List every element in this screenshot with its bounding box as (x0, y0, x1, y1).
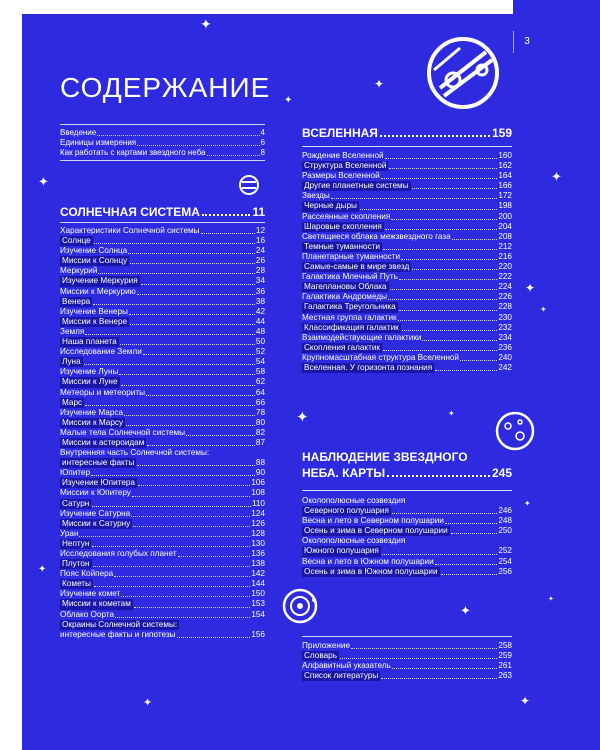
toc-entry[interactable]: Уран 128 (60, 528, 265, 538)
toc-entry[interactable]: Скопления галактик 236 (304, 342, 512, 352)
divider (302, 636, 512, 637)
toc-entry[interactable]: Местная группа галактик 230 (302, 312, 512, 322)
toc-entry[interactable]: Рассеянные скопления 200 (302, 211, 512, 221)
toc-entry[interactable]: Кометы 144 (62, 579, 265, 589)
toc-entry[interactable]: Земля 48 (60, 326, 265, 336)
solar-system-list (60, 226, 265, 640)
toc-entry[interactable]: Рождение Вселенной 160 (302, 151, 512, 160)
toc-entry[interactable]: Алфавитный указатель 261 (302, 661, 512, 671)
toc-entry[interactable]: Осень и зима в Южном полушарии 256 (304, 566, 512, 576)
toc-entry[interactable]: Изучение Меркурия 34 (62, 276, 265, 286)
toc-entry[interactable]: Венера 38 (62, 296, 265, 306)
planet-rings-icon (420, 30, 506, 116)
toc-entry[interactable]: Солнце 16 (62, 236, 265, 246)
star-icon: ✦ (38, 564, 47, 575)
toc-entry[interactable]: Околополюсные созвездия (302, 536, 406, 546)
toc-entry[interactable]: Нептун 130 (62, 538, 265, 548)
toc-entry[interactable]: Классификация галактик 232 (304, 322, 512, 332)
star-icon: ✦ (284, 95, 293, 106)
toc-entry[interactable]: Марс 66 (62, 397, 265, 407)
toc-entry[interactable]: Сатурн 110 (62, 498, 265, 508)
star-icon: ✦ (143, 697, 153, 709)
toc-entry[interactable]: Крупномасштабная структура Вселенной 240 (302, 352, 512, 362)
star-icon: ✦ (548, 596, 554, 603)
divider (60, 124, 265, 125)
small-planet-icon (238, 174, 260, 196)
toc-entry[interactable]: Темные туманности 212 (304, 241, 512, 251)
moon-icon (494, 410, 536, 452)
toc-entry[interactable]: Меркурий 28 (60, 266, 265, 276)
toc-entry[interactable]: Весна и лето в Северном полушарии 248 (302, 516, 512, 526)
toc-entry[interactable]: Окраины Солнечной системы: (62, 619, 178, 629)
star-icon: ✦ (524, 499, 531, 508)
divider (60, 160, 265, 161)
toc-entry[interactable]: Южного полушария 252 (304, 546, 512, 556)
toc-entry[interactable]: Светящиеся облака межзвездного газа 208 (302, 231, 512, 241)
appendix-list (302, 641, 512, 681)
toc-entry[interactable]: Список литературы 263 (304, 671, 512, 681)
right-margin (513, 0, 600, 750)
toc-entry[interactable]: Околополюсные созвездия (302, 496, 406, 505)
toc-entry[interactable]: Облако Оорта 154 (60, 609, 265, 619)
toc-entry[interactable]: Структура Вселенной 162 (304, 161, 512, 171)
star-icon: ✦ (520, 694, 531, 708)
star-icon: ✦ (200, 16, 212, 32)
toc-entry[interactable]: Миссии к астероидам 87 (62, 437, 265, 447)
toc-entry[interactable]: Единицы измерения 6 (60, 138, 265, 148)
star-icon: ✦ (460, 603, 471, 618)
solar-system-section (60, 204, 265, 220)
star-icon: ✦ (296, 409, 309, 426)
intro-list (60, 128, 265, 158)
toc-entry[interactable]: Изучение Сатурна 124 (60, 508, 265, 518)
toc-entry[interactable]: Исследование Земли 52 (60, 347, 265, 357)
section-heading[interactable]: НЕБА. КАРТЫ 245 (302, 466, 512, 480)
toc-entry[interactable]: Миссии к Юпитеру 108 (60, 488, 265, 498)
star-icon: ✦ (525, 281, 536, 295)
toc-entry[interactable]: Планетарные туманности 216 (302, 251, 512, 261)
toc-entry[interactable]: Весна и лето в Южном полушарии 254 (302, 556, 512, 566)
toc-entry[interactable]: Плутон 138 (62, 559, 265, 569)
toc-entry[interactable]: Луна 54 (62, 357, 265, 367)
toc-entry[interactable]: Миссии к кометам 153 (62, 599, 265, 609)
toc-entry[interactable]: Миссии к Марсу 80 (62, 417, 265, 427)
toc-entry[interactable]: Северного полушария 246 (304, 506, 512, 516)
toc-entry[interactable]: Метеоры и метеориты 64 (60, 387, 265, 397)
divider (60, 222, 265, 223)
toc-entry[interactable]: Приложение 258 (302, 641, 512, 650)
star-icon: ✦ (540, 305, 547, 314)
star-icon: ✦ (551, 169, 562, 184)
universe-section (302, 125, 512, 141)
toc-entry[interactable]: Как работать с картами звездного неба 8 (60, 148, 265, 158)
toc-entry[interactable]: Пояс Койпера 142 (60, 569, 265, 579)
toc-entry[interactable]: Миссии к Луне 62 (62, 377, 265, 387)
page-title: СОДЕРЖАНИЕ (60, 72, 271, 103)
toc-entry[interactable]: Самые-самые в мире звезд 220 (304, 262, 512, 272)
saturn-icon (278, 584, 322, 628)
toc-entry[interactable]: Магеллановы Облака 224 (304, 282, 512, 292)
observation-list (302, 496, 512, 577)
star-icon: ✦ (38, 174, 49, 189)
toc-entry[interactable]: Исследования голубых планет 136 (60, 549, 265, 558)
toc-entry[interactable]: интересные факты 88 (62, 458, 265, 468)
star-icon: ✦ (374, 77, 385, 91)
toc-entry[interactable]: Галактика Андромеды 226 (302, 292, 512, 302)
toc-entry[interactable]: Осень и зима в Северном полушарии 250 (304, 526, 512, 536)
toc-entry[interactable]: Характеристики Солнечной системы 12 (60, 226, 265, 235)
toc-entry[interactable]: Миссии к Солнцу 26 (62, 256, 265, 266)
toc-entry[interactable]: Миссии к Венере 44 (62, 316, 265, 326)
toc-entry[interactable]: Черные дыры 198 (304, 201, 512, 211)
toc-entry[interactable]: Галактика Треугольника 228 (304, 302, 512, 312)
divider (302, 146, 512, 147)
toc-entry[interactable]: Взаимодействующие галактики 234 (302, 332, 512, 342)
section-heading[interactable]: СОЛНЕЧНАЯ СИСТЕМА 11 (60, 205, 265, 219)
section-heading[interactable]: НАБЛЮДЕНИЕ ЗВЕЗДНОГО (302, 450, 468, 464)
divider (302, 490, 512, 491)
toc-entry[interactable]: Введение 4 (60, 128, 265, 137)
toc-entry[interactable]: Изучение Солнца 24 (60, 246, 265, 256)
toc-entry[interactable]: Словарь 259 (304, 651, 512, 661)
page-number: 3 (513, 31, 540, 53)
toc-entry[interactable]: Наша планета 50 (62, 337, 265, 347)
toc-entry[interactable]: Миссии к Сатурну 126 (62, 518, 265, 528)
toc-entry[interactable]: Вселенная. У горизонта познания 242 (304, 362, 512, 372)
toc-entry[interactable]: интересные факты и гипотезы 156 (60, 629, 265, 639)
toc-entry[interactable]: Изучение Юпитера 106 (62, 478, 265, 488)
toc-entry[interactable]: Миссии к Меркурию 36 (60, 286, 265, 296)
toc-entry[interactable]: Изучение комет 150 (60, 589, 265, 599)
toc-entry[interactable]: Галактика Млечный Путь 222 (302, 272, 512, 282)
toc-entry[interactable]: Размеры Вселенной 164 (302, 171, 512, 181)
toc-entry[interactable]: Звезды 172 (302, 191, 512, 201)
universe-list (302, 151, 512, 373)
star-icon: ✦ (448, 409, 455, 418)
section-heading[interactable]: ВСЕЛЕННАЯ 159 (302, 126, 512, 140)
toc-entry[interactable]: Шаровые скопления 204 (304, 221, 512, 231)
observation-section (302, 450, 512, 481)
toc-entry[interactable]: Юпитер 90 (60, 468, 265, 478)
toc-entry[interactable]: Внутренняя часть Солнечной системы: (60, 448, 210, 458)
toc-entry[interactable]: Изучение Венеры 42 (60, 306, 265, 316)
toc-entry[interactable]: Малые тела Солнечной системы 82 (60, 427, 265, 437)
toc-entry[interactable]: Изучение Марса 78 (60, 407, 265, 417)
toc-entry[interactable]: Другие планетные системы 166 (304, 181, 512, 191)
toc-entry[interactable]: Изучение Луны 58 (60, 367, 265, 377)
